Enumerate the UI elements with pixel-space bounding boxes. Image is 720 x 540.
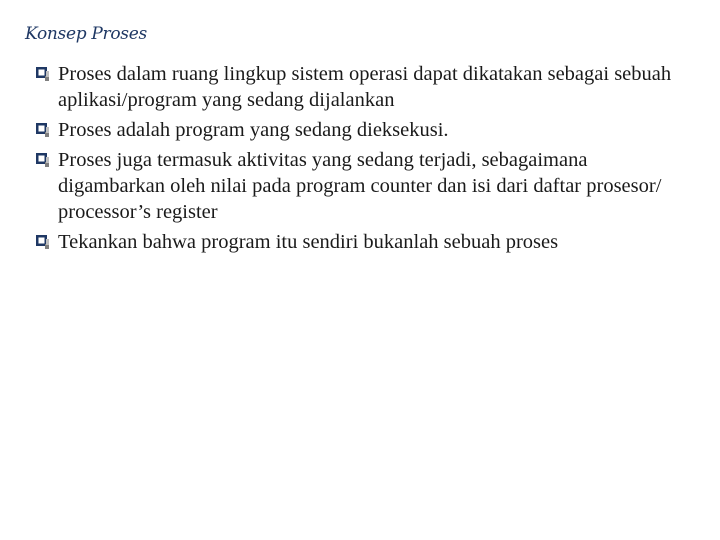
q-box-bullet-icon bbox=[36, 123, 49, 137]
bullet-text: Proses adalah program yang sedang dieksekusi. bbox=[58, 119, 449, 141]
q-box-bullet-icon bbox=[36, 235, 49, 249]
q-box-bullet-icon bbox=[36, 153, 49, 167]
bullet-text: Proses juga termasuk aktivitas yang sedang terjadi, sebagaimana digambarkan oleh nilai pada program counter dan isi dari daftar prosesor/ processor’s register bbox=[58, 149, 662, 223]
slide-title: Konsep Proses bbox=[25, 24, 147, 44]
bullet-list bbox=[36, 61, 696, 259]
bullet-item bbox=[36, 61, 696, 113]
bullet-text: Tekankan bahwa program itu sendiri bukanlah sebuah proses bbox=[58, 231, 559, 253]
bullet-text: Proses dalam ruang lingkup sistem operasi dapat dikatakan sebagai sebuah aplikasi/program yang sedang dijalankan bbox=[58, 63, 672, 111]
bullet-item bbox=[36, 229, 696, 255]
q-box-bullet-icon bbox=[36, 67, 49, 81]
bullet-item bbox=[36, 147, 696, 225]
bullet-item bbox=[36, 117, 696, 143]
